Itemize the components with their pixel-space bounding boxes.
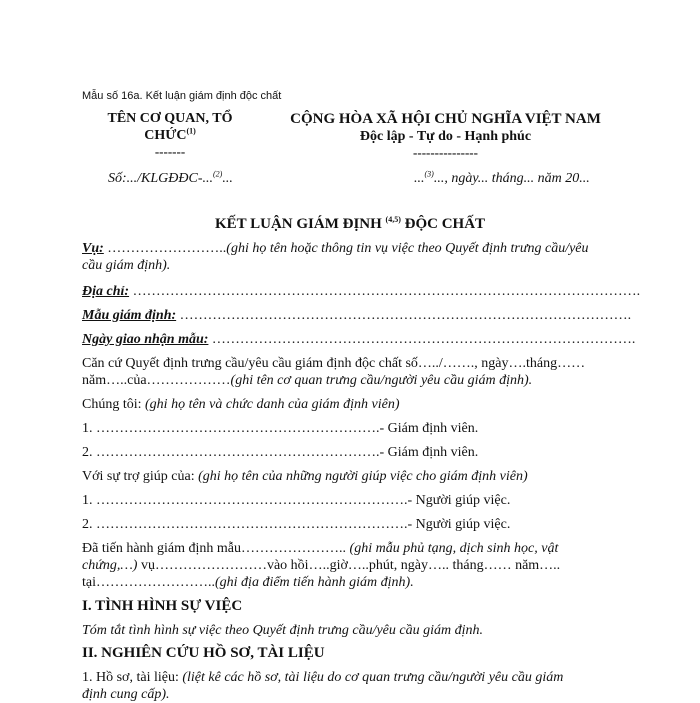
conducted-line1: Đã tiến hành giám định mẫu………………….. (ghi mẫu phủ tạng, dịch sinh học, vật [82, 541, 559, 556]
assistant-1: 1. ………………………………………………………….- Người giúp việc. [82, 493, 511, 508]
case-line2: cầu giám định). [82, 258, 171, 273]
conducted-line2: chứng,…) vụ……………………vào hồi…..giờ…..phút, ngày….. tháng…… năm….. [82, 558, 561, 573]
section-1-body: Tóm tắt tình hình sự việc theo Quyết định trưng cầu/yêu cầu giám định. [82, 623, 483, 638]
document-title: KẾT LUẬN GIÁM ĐỊNH $^{(4,5)}$ ĐỘC CHẤT [214, 215, 486, 232]
examiner-1: 1. …………………………………………………….- Giám định viên. [82, 421, 479, 436]
examiner-2: 2. …………………………………………………….- Giám định viên. [82, 445, 479, 460]
agency-name-line1: TÊN CƠ QUAN, TỔ [107, 111, 233, 126]
agency-rule: ------- [154, 144, 186, 159]
document-number: Số:.../KLGĐĐC-...$^{(2)}$... [108, 169, 233, 186]
section-2-item-1-cont: định cung cấp). [82, 687, 170, 702]
section-2-heading: II. NGHIÊN CỨU HỒ SƠ, TÀI LIỆU [82, 645, 325, 661]
address-line: Địa chỉ: ………………………………………………………………………………………………. [82, 284, 641, 299]
motto-rule: --------------- [413, 145, 478, 160]
place-date: ...$^{(3)}$..., ngày... tháng... năm 20... [414, 169, 590, 186]
section-1-heading: I. TÌNH HÌNH SỰ VIỆC [82, 598, 243, 614]
agency-name-line2: CHỨC$^{(1)}$ [144, 126, 196, 143]
examiners-intro: Chúng tôi: (ghi họ tên và chức danh của giám định viên) [82, 397, 400, 412]
receipt-date-line: Ngày giao nhận mẫu: ………………………………………………………………………………. [82, 332, 636, 347]
national-motto: Độc lập - Tự do - Hạnh phúc [359, 129, 532, 144]
section-2-item-1: 1. Hồ sơ, tài liệu: (liệt kê các hồ sơ, tài liệu do cơ quan trưng cầu/người yêu cầu giám [82, 670, 564, 685]
case-line1: Vụ: ……………………..(ghi họ tên hoặc thông tin vụ việc theo Quyết định trưng cầu/yêu [82, 241, 589, 256]
basis-line1: Căn cứ Quyết định trưng cầu/yêu cầu giám định độc chất số…../……., ngày….tháng…… [82, 356, 586, 371]
national-title: CỘNG HÒA XÃ HỘI CHỦ NGHĨA VIỆT NAM [290, 111, 601, 127]
basis-line2: năm…..của………………(ghi tên cơ quan trưng cầu/người yêu cầu giám định). [82, 373, 533, 388]
conducted-line3: tại……………………..(ghi địa điểm tiến hành giám định). [82, 575, 414, 590]
assistant-2: 2. ………………………………………………………….- Người giúp việc. [82, 517, 511, 532]
form-label: Mẫu số 16a. Kết luận giám định độc chất [82, 90, 282, 102]
assistants-intro: Với sự trợ giúp của: (ghi họ tên của những người giúp việc cho giám định viên) [82, 469, 528, 484]
sample-line: Mẫu giám định: ……………………………………………………………………………………. [82, 308, 632, 323]
